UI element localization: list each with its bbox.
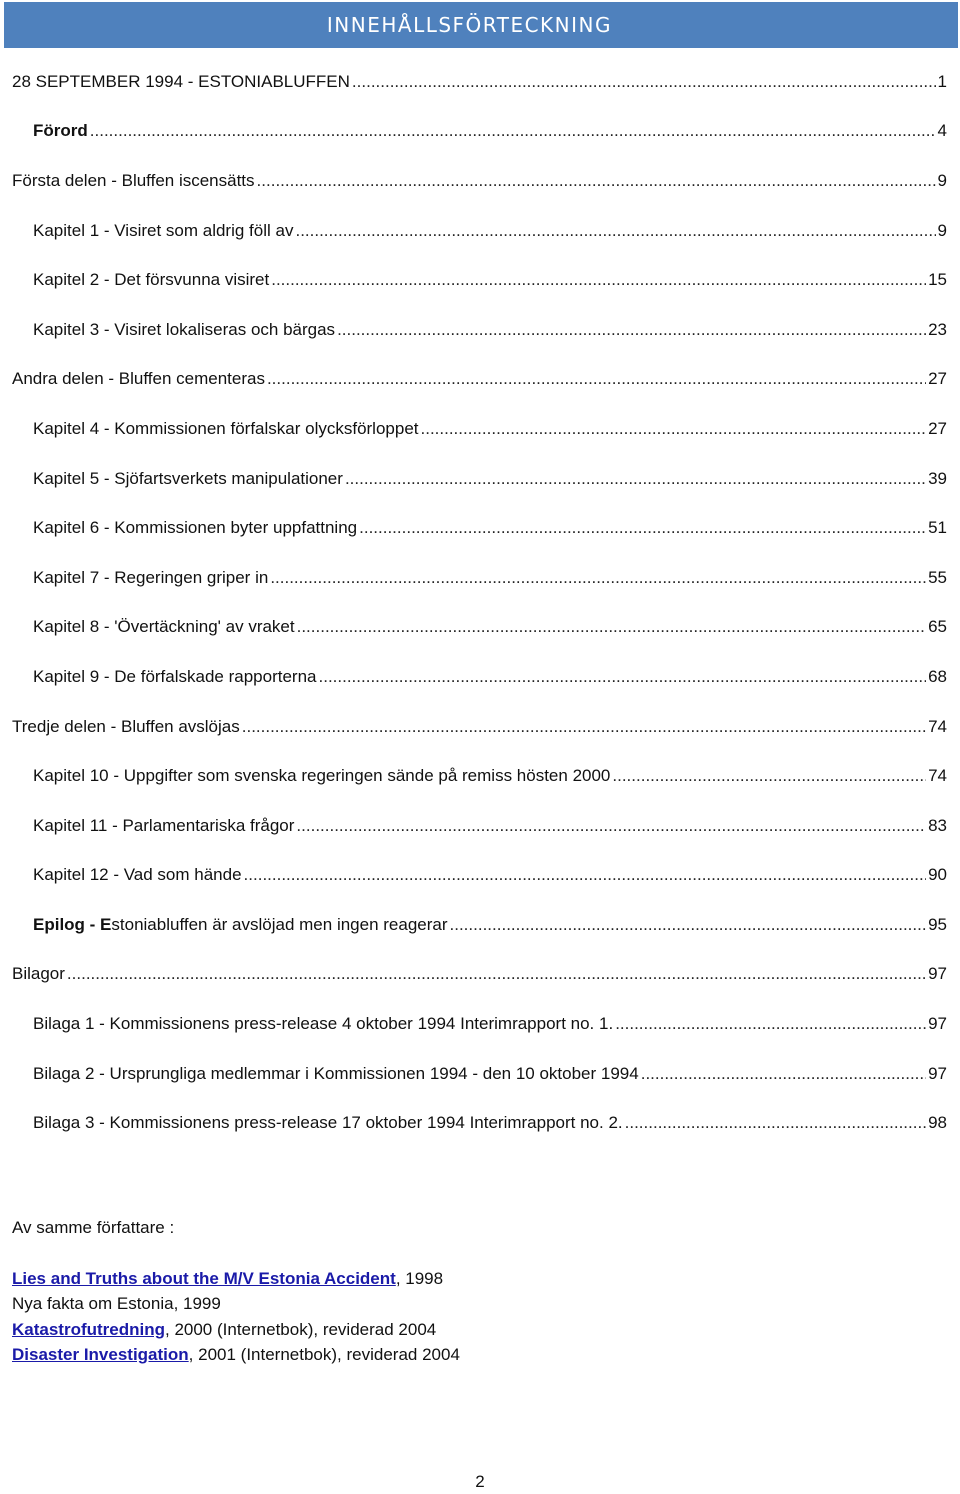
toc-entry-title — [33, 865, 242, 885]
toc-dot-leader — [625, 1113, 926, 1133]
toc-entry[interactable] — [0, 801, 960, 851]
toc-entry-title — [33, 1064, 639, 1084]
toc-entry[interactable] — [0, 57, 960, 107]
toc-entry-title-part: Kapitel 10 - Uppgifter som svenska regeringen sände på remiss hösten 2000 — [33, 766, 611, 786]
toc-entry-page: 4 — [937, 121, 947, 141]
toc-dot-leader — [297, 617, 926, 637]
other-work-item — [12, 1342, 460, 1367]
toc-entry[interactable] — [0, 851, 960, 901]
toc-dot-leader — [641, 1064, 926, 1084]
toc-entry[interactable] — [0, 404, 960, 454]
toc-dot-leader — [296, 816, 926, 836]
toc-entry-title-part: Kapitel 4 - Kommissionen förfalskar olycksförloppet — [33, 418, 419, 438]
toc-entry-title-part: Bilagor — [12, 964, 65, 984]
toc-entry-page: 15 — [928, 270, 947, 290]
toc-dot-leader — [345, 469, 926, 489]
toc-entry-page: 39 — [928, 468, 947, 488]
toc-entry[interactable] — [0, 702, 960, 752]
toc-entry-title-part: Kapitel 8 - 'Övertäckning' av vraket — [33, 617, 295, 637]
toc-entry-title-part: Epilog - E — [33, 914, 112, 934]
book-title-link[interactable]: Lies and Truths about the M/V Estonia Accident — [12, 1269, 396, 1288]
toc-dot-leader — [67, 964, 926, 984]
toc-entry-title-part: Förord — [33, 121, 88, 141]
other-works-list — [12, 1266, 460, 1367]
toc-dot-leader — [270, 568, 926, 588]
toc-entry[interactable] — [0, 107, 960, 157]
toc-entry-page: 97 — [928, 1063, 947, 1083]
toc-entry-title — [33, 1113, 623, 1133]
toc-entry-title-part: Kapitel 1 - Visiret som aldrig föll av — [33, 220, 294, 240]
toc-entry[interactable] — [0, 1098, 960, 1148]
toc-entry[interactable] — [0, 900, 960, 950]
toc-entry-page: 9 — [937, 170, 947, 190]
toc-entry-title-part: Kapitel 7 - Regeringen griper in — [33, 567, 269, 587]
toc-dot-leader — [359, 518, 926, 538]
toc-dot-leader — [352, 72, 936, 92]
book-title: Nya fakta om Estonia — [12, 1294, 174, 1314]
toc-entry-page: 74 — [928, 766, 947, 786]
toc-entry[interactable] — [0, 206, 960, 256]
toc-entry-title-part: Kapitel 6 - Kommissionen byter uppfattning — [33, 518, 358, 538]
toc-entry-page: 68 — [928, 666, 947, 686]
toc-entry-page: 1 — [937, 71, 947, 91]
other-works-heading: Av samme författare : — [12, 1218, 175, 1237]
toc-dot-leader — [90, 121, 936, 141]
toc-dot-leader — [450, 915, 927, 935]
other-works-section — [12, 1218, 460, 1367]
toc-dot-leader — [242, 717, 926, 737]
toc-entry-title — [33, 469, 343, 489]
toc-entry[interactable] — [0, 305, 960, 355]
toc-entry-title-part: Bilaga 2 - Ursprungliga medlemmar i Kommissionen 1994 - den 10 oktober 1994 — [33, 1063, 639, 1083]
toc-header-bar — [4, 2, 958, 48]
toc-entry[interactable] — [0, 652, 960, 702]
toc-entry-page: 51 — [928, 518, 947, 538]
toc-entry[interactable] — [0, 355, 960, 405]
toc-entry-page: 27 — [928, 369, 947, 389]
toc-entry[interactable] — [0, 503, 960, 553]
book-title-link[interactable]: Katastrofutredning — [12, 1319, 165, 1339]
toc-entry-title — [33, 419, 419, 439]
toc-entry-title — [33, 121, 88, 141]
toc-dot-leader — [267, 369, 926, 389]
toc-entry-title-part: stoniabluffen är avslöjad men ingen reagerar — [111, 914, 448, 934]
toc-entry-page: 65 — [928, 617, 947, 637]
toc-entry-title — [33, 518, 357, 538]
toc-entry-title — [33, 1014, 613, 1034]
toc-dot-leader — [612, 766, 926, 786]
toc-entry[interactable] — [0, 255, 960, 305]
other-work-item — [12, 1317, 460, 1342]
toc-entry[interactable] — [0, 454, 960, 504]
book-details: , 2000 (Internetbok), reviderad 2004 — [165, 1319, 437, 1339]
toc-entry[interactable] — [0, 156, 960, 206]
toc-entry-title — [33, 221, 293, 241]
toc-entry-page: 74 — [928, 716, 947, 736]
toc-dot-leader — [244, 865, 927, 885]
toc-dot-leader — [421, 419, 927, 439]
toc-entry-title-part: Första delen - Bluffen iscensätts — [12, 170, 255, 190]
book-details: , 2001 (Internetbok), reviderad 2004 — [188, 1344, 460, 1364]
book-details: , 1998 — [395, 1269, 444, 1288]
toc-entry-title — [33, 320, 335, 340]
toc-entry[interactable] — [0, 1049, 960, 1099]
toc-entry-page: 98 — [928, 1113, 947, 1133]
toc-dot-leader — [615, 1014, 926, 1034]
toc-entry-page: 97 — [928, 1014, 947, 1034]
toc-heading: INNEHÅLLSFÖRTECKNING — [326, 13, 612, 37]
toc-entry-page: 27 — [928, 418, 947, 438]
toc-entry-title-part: Tredje delen - Bluffen avslöjas — [12, 716, 240, 736]
book-details: , 1999 — [173, 1294, 221, 1314]
toc-entry[interactable] — [0, 950, 960, 1000]
toc-entry-title — [33, 568, 268, 588]
toc-entry[interactable] — [0, 553, 960, 603]
toc-entry-title — [33, 270, 269, 290]
toc-entry-title — [33, 915, 448, 935]
toc-entry-title — [12, 72, 350, 92]
other-work-item — [12, 1291, 460, 1316]
toc-entry-title-part: Kapitel 5 - Sjöfartsverkets manipulationer — [33, 468, 343, 488]
toc-entry-title — [33, 667, 317, 687]
toc-dot-leader — [337, 320, 926, 340]
toc-entry-title — [12, 964, 65, 984]
toc-entry-title — [12, 369, 265, 389]
toc-entry-title — [12, 717, 240, 737]
toc-dot-leader — [271, 270, 926, 290]
toc-entry[interactable] — [0, 999, 960, 1049]
toc-entry-title — [33, 816, 294, 836]
toc-entry-page: 9 — [937, 220, 947, 240]
toc-entry[interactable] — [0, 751, 960, 801]
toc-entry-title-part: Bilaga 1 - Kommissionens press-release 4 oktober 1994 Interimrapport no. 1. — [33, 1014, 614, 1034]
toc-entry-page: 95 — [928, 914, 947, 934]
toc-entry-page: 55 — [928, 567, 947, 587]
toc-entry-title — [33, 766, 610, 786]
toc-entry-title-part: Kapitel 3 - Visiret lokaliseras och bärgas — [33, 319, 336, 339]
toc-entry-page: 97 — [928, 964, 947, 984]
toc-entry-title — [33, 617, 295, 637]
toc-entry[interactable] — [0, 603, 960, 653]
toc-entry-page: 23 — [928, 319, 947, 339]
toc-entry-title-part: Kapitel 9 - De förfalskade rapporterna — [33, 666, 317, 686]
toc-dot-leader — [257, 171, 936, 191]
toc-entry-title-part: Kapitel 11 - Parlamentariska frågor — [33, 815, 295, 835]
toc-entry-title-part: Bilaga 3 - Kommissionens press-release 17 oktober 1994 Interimrapport no. 2. — [33, 1113, 623, 1133]
toc-entry-title-part: Andra delen - Bluffen cementeras — [12, 369, 265, 389]
toc-entry-title-part: Kapitel 2 - Det försvunna visiret — [33, 270, 270, 290]
toc-entry-title-part: Kapitel 12 - Vad som hände — [33, 865, 242, 885]
toc-entry-page: 90 — [928, 865, 947, 885]
toc-entry-title — [12, 171, 255, 191]
page-number: 2 — [475, 1472, 485, 1491]
toc-entry-page: 83 — [928, 815, 947, 835]
book-title-link[interactable]: Disaster Investigation — [12, 1344, 189, 1364]
other-work-item — [12, 1266, 460, 1291]
table-of-contents — [0, 57, 960, 1148]
toc-dot-leader — [295, 221, 935, 241]
toc-dot-leader — [319, 667, 927, 687]
toc-entry-title-part: 28 SEPTEMBER 1994 - ESTONIABLUFFEN — [12, 71, 350, 91]
